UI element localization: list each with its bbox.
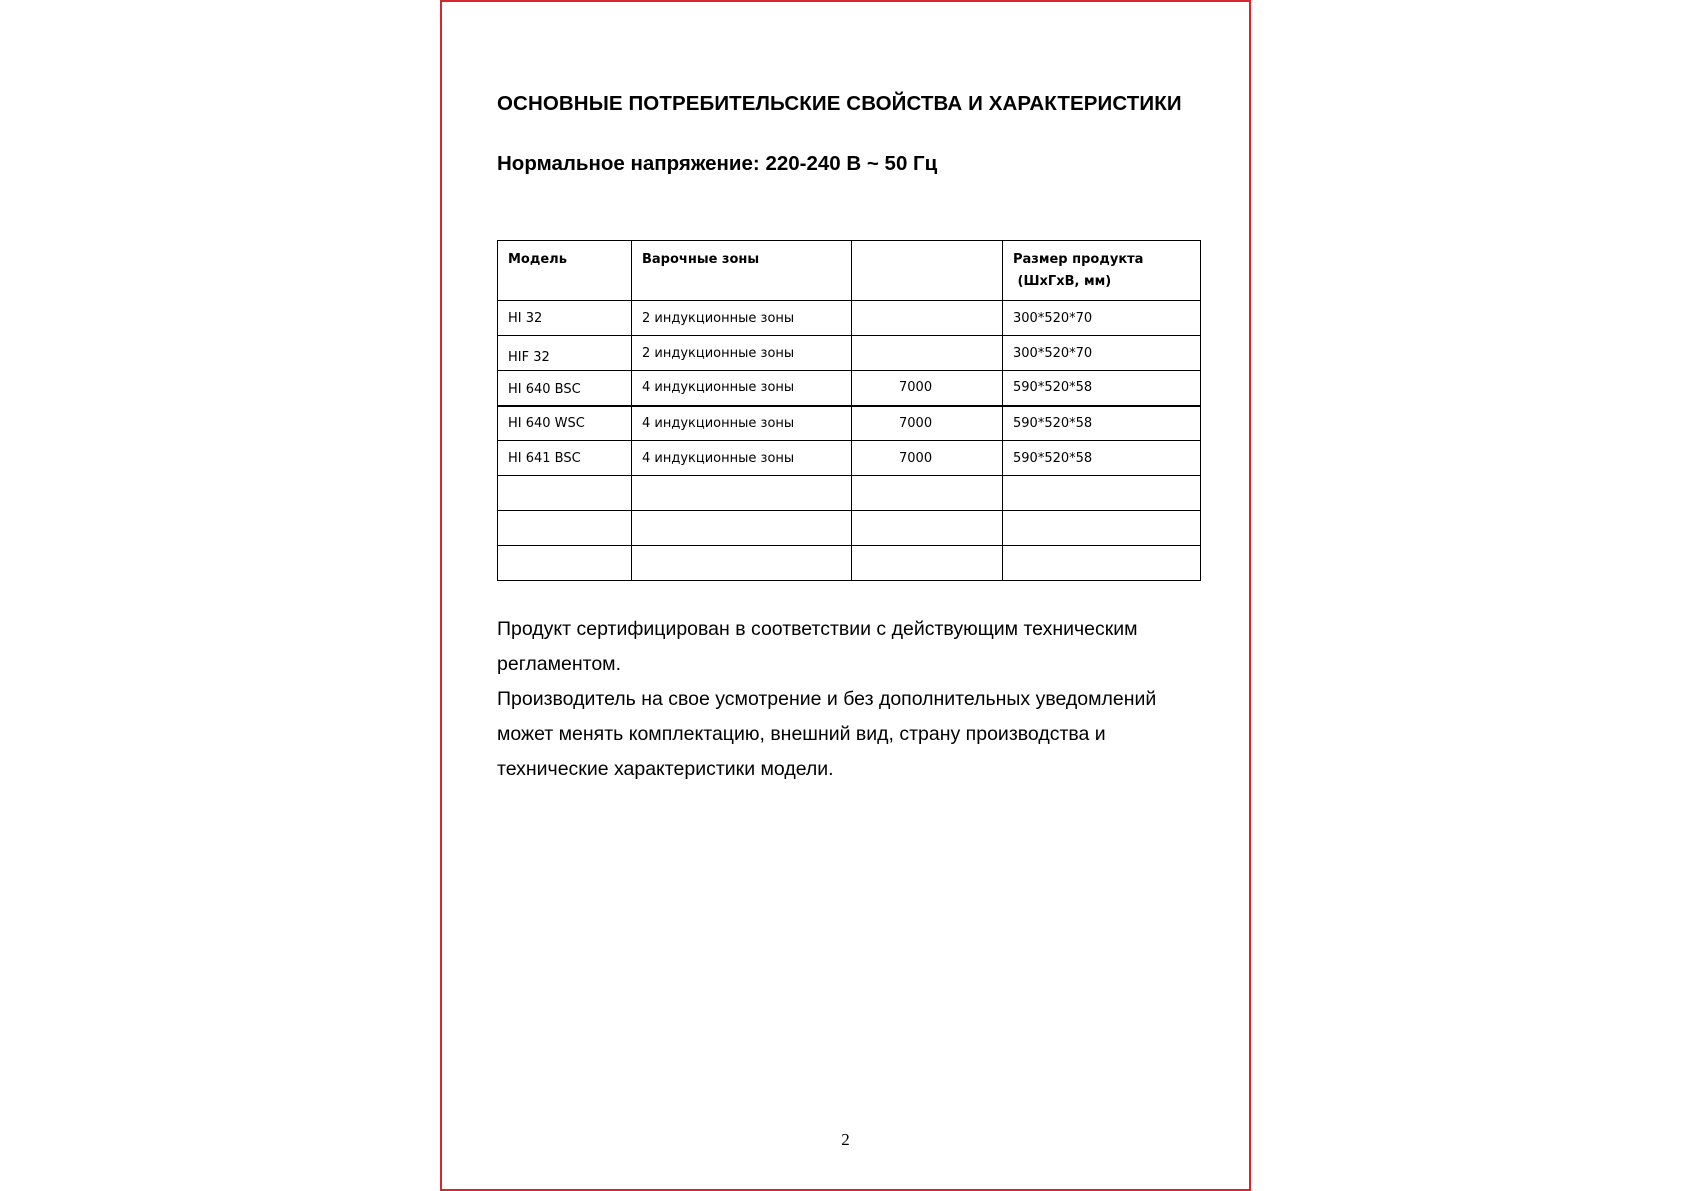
voltage-spec: Нормальное напряжение: 220-240 В ~ 50 Гц — [497, 152, 938, 175]
cell-power — [852, 336, 1003, 371]
page-title: ОСНОВНЫЕ ПОТРЕБИТЕЛЬСКИЕ СВОЙСТВА И ХАРАКТЕРИСТИКИ — [497, 92, 1182, 115]
cell-zones: 4 индукционные зоны — [632, 441, 852, 476]
cell-model — [498, 546, 632, 581]
header-zones: Варочные зоны — [632, 241, 852, 301]
cell-model: HI 32 — [498, 301, 632, 336]
cell-model: HI 640 BSC — [498, 371, 632, 406]
cell-power — [852, 511, 1003, 546]
body-text — [497, 612, 1217, 787]
cell-zones: 4 индукционные зоны — [632, 406, 852, 441]
cell-size: 300*520*70 — [1003, 301, 1201, 336]
cell-size: 590*520*58 — [1003, 406, 1201, 441]
header-size-line2: (ШхГхВ, мм) — [1013, 274, 1112, 289]
cell-zones — [632, 476, 852, 511]
cell-zones — [632, 546, 852, 581]
cell-power — [852, 476, 1003, 511]
table-row — [498, 301, 1201, 336]
cell-size: 300*520*70 — [1003, 336, 1201, 371]
cell-zones: 2 индукционные зоны — [632, 301, 852, 336]
certification-paragraph: Продукт сертифицирован в соответствии с действующим техническим регламентом. — [497, 618, 1138, 675]
table-row — [498, 546, 1201, 581]
table-row — [498, 371, 1201, 406]
cell-size: 590*520*58 — [1003, 371, 1201, 406]
header-model: Модель — [498, 241, 632, 301]
page-number: 2 — [841, 1130, 850, 1149]
cell-model: HI 640 WSC — [498, 406, 632, 441]
header-size — [1003, 241, 1201, 301]
header-power — [852, 241, 1003, 301]
table-row — [498, 336, 1201, 371]
cell-model — [498, 476, 632, 511]
cell-size — [1003, 511, 1201, 546]
table-header-row — [498, 241, 1201, 301]
cell-power: 7000 — [852, 371, 1003, 406]
cell-model: HIF 32 — [498, 336, 632, 371]
cell-power: 7000 — [852, 406, 1003, 441]
cell-model: HI 641 BSC — [498, 441, 632, 476]
cell-size: 590*520*58 — [1003, 441, 1201, 476]
cell-power — [852, 301, 1003, 336]
cell-zones — [632, 511, 852, 546]
cell-power: 7000 — [852, 441, 1003, 476]
cell-zones: 2 индукционные зоны — [632, 336, 852, 371]
spec-table — [497, 240, 1201, 581]
table-row — [498, 511, 1201, 546]
cell-size — [1003, 476, 1201, 511]
table-row — [498, 406, 1201, 441]
header-size-line1: Размер продукта — [1013, 252, 1144, 267]
table-row — [498, 476, 1201, 511]
cell-zones: 4 индукционные зоны — [632, 371, 852, 406]
table-row — [498, 441, 1201, 476]
manufacturer-notice-paragraph: Производитель на свое усмотрение и без дополнительных уведомлений может менять комплектацию, внешний вид, страну производства и технические характеристики модели. — [497, 688, 1157, 780]
cell-power — [852, 546, 1003, 581]
cell-size — [1003, 546, 1201, 581]
document-page — [440, 0, 1251, 1191]
cell-model — [498, 511, 632, 546]
